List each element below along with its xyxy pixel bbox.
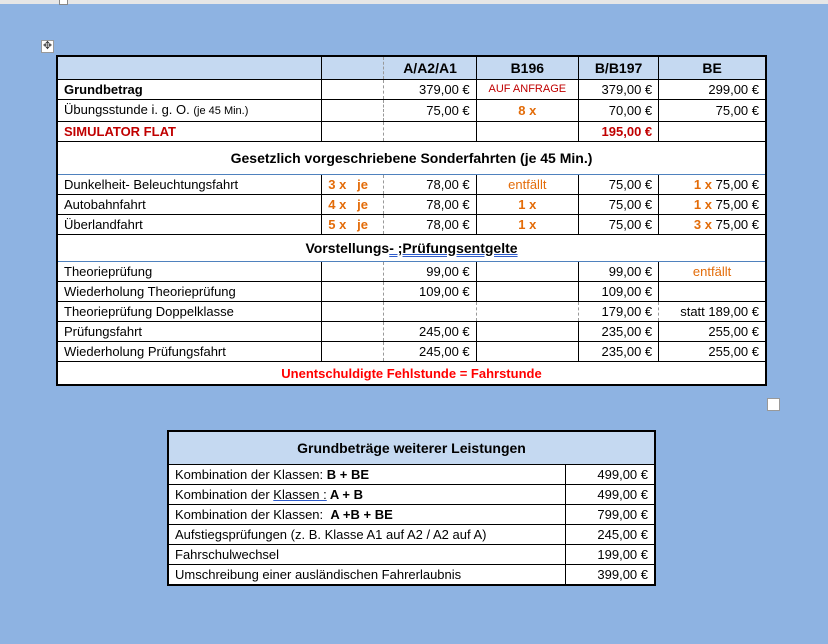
price-a: 109,00 € — [384, 282, 476, 302]
be-count: 3 x — [693, 217, 712, 232]
header-a: A/A2/A1 — [384, 56, 476, 80]
table-row — [57, 262, 766, 282]
price-a: 99,00 € — [384, 262, 476, 282]
price-be — [659, 282, 766, 302]
empty-cell — [322, 122, 384, 142]
table-resize-handle[interactable] — [767, 398, 780, 411]
table-row — [168, 485, 655, 505]
row-label: Theorieprüfung Doppelklasse — [57, 302, 322, 322]
row-label: Theorieprüfung — [57, 262, 322, 282]
row-label: Prüfungsfahrt — [57, 322, 322, 342]
price-b: 195,00 € — [578, 122, 658, 142]
price-b196 — [476, 262, 578, 282]
be-price: 75,00 € — [715, 177, 759, 192]
price-b196 — [476, 122, 578, 142]
price-b: 379,00 € — [578, 80, 658, 100]
service-price: 399,00 € — [566, 565, 655, 586]
price-be: 299,00 € — [659, 80, 766, 100]
table-row — [57, 195, 766, 215]
price-be: entfällt — [659, 262, 766, 282]
table-row — [168, 505, 655, 525]
ruler-bar — [0, 0, 828, 4]
price-b: 75,00 € — [578, 215, 658, 235]
price-b196: 1 x — [476, 195, 578, 215]
price-a — [384, 122, 476, 142]
header-row — [168, 431, 655, 465]
row-label: Grundbetrag — [57, 80, 322, 100]
header-row — [57, 56, 766, 80]
price-b196 — [476, 302, 578, 322]
header-be: BE — [659, 56, 766, 80]
price-table — [56, 55, 767, 386]
table-row — [57, 215, 766, 235]
row-label: Überlandfahrt — [57, 215, 322, 235]
table-row — [57, 122, 766, 142]
price-be — [659, 195, 766, 215]
price-b196: 1 x — [476, 215, 578, 235]
price-b: 235,00 € — [578, 342, 658, 362]
table-title: Grundbeträge weiterer Leistungen — [168, 431, 655, 465]
empty-cell — [322, 100, 384, 122]
additional-services-table — [167, 430, 656, 586]
section-heading — [57, 235, 766, 262]
service-text: Kombination der Klassen: — [175, 507, 331, 522]
price-b196 — [476, 342, 578, 362]
price-b: 70,00 € — [578, 100, 658, 122]
price-be — [659, 175, 766, 195]
count-cell: 5 x je — [322, 215, 384, 235]
price-b196 — [476, 322, 578, 342]
price-a: 78,00 € — [384, 175, 476, 195]
price-be: 255,00 € — [659, 322, 766, 342]
row-label: Dunkelheit- Beleuchtungsfahrt — [57, 175, 322, 195]
section-heading-row — [57, 235, 766, 262]
footer-note: Unentschuldigte Fehlstunde = Fahrstunde — [57, 362, 766, 386]
service-text: Kombination der Klassen: — [175, 467, 327, 482]
margin-marker[interactable] — [59, 0, 68, 5]
empty-cell — [322, 302, 384, 322]
empty-cell — [322, 262, 384, 282]
be-price: 75,00 € — [715, 197, 759, 212]
service-label — [168, 465, 566, 485]
table-row — [57, 100, 766, 122]
table-row — [57, 322, 766, 342]
header-count — [322, 56, 384, 80]
price-be: 255,00 € — [659, 342, 766, 362]
price-a: 78,00 € — [384, 195, 476, 215]
header-label — [57, 56, 322, 80]
empty-cell — [322, 342, 384, 362]
service-label: Aufstiegsprüfungen (z. B. Klasse A1 auf A2 / A2 auf A) — [168, 525, 566, 545]
table-row — [168, 545, 655, 565]
price-b196: 8 x — [476, 100, 578, 122]
price-a: 75,00 € — [384, 100, 476, 122]
count-cell: 3 x je — [322, 175, 384, 195]
row-label-note: (je 45 Min.) — [193, 105, 249, 117]
be-count: 1 x — [693, 177, 712, 192]
price-be — [659, 215, 766, 235]
header-b: B/B197 — [578, 56, 658, 80]
table-row — [57, 80, 766, 100]
price-b: 75,00 € — [578, 195, 658, 215]
service-label: Umschreibung einer ausländischen Fahrerlaubnis — [168, 565, 566, 586]
service-price: 499,00 € — [566, 465, 655, 485]
table-row — [168, 525, 655, 545]
footer-row — [57, 362, 766, 386]
empty-cell — [322, 282, 384, 302]
row-label — [57, 100, 322, 122]
service-label — [168, 485, 566, 505]
price-a: 245,00 € — [384, 342, 476, 362]
price-b: 99,00 € — [578, 262, 658, 282]
header-b196: B196 — [476, 56, 578, 80]
table-move-handle-icon[interactable]: ✥ — [42, 40, 53, 52]
price-be: statt 189,00 € — [659, 302, 766, 322]
price-b: 109,00 € — [578, 282, 658, 302]
be-count: 1 x — [693, 197, 712, 212]
price-a — [384, 302, 476, 322]
table-row — [168, 465, 655, 485]
price-b: 179,00 € — [578, 302, 658, 322]
service-classes: A +B + BE — [330, 507, 393, 522]
table-row — [57, 282, 766, 302]
count-cell: 4 x je — [322, 195, 384, 215]
section-heading-row — [57, 142, 766, 175]
service-text: Kombination der — [175, 487, 274, 502]
price-b196: entfällt — [476, 175, 578, 195]
table-row — [168, 565, 655, 586]
price-b: 75,00 € — [578, 175, 658, 195]
table-row — [57, 175, 766, 195]
table-row — [57, 302, 766, 322]
price-a: 379,00 € — [384, 80, 476, 100]
price-be — [659, 122, 766, 142]
service-price: 499,00 € — [566, 485, 655, 505]
be-price: 75,00 € — [715, 217, 759, 232]
section-heading-part1: Vorstellungs — [305, 239, 390, 256]
price-b196 — [476, 282, 578, 302]
service-label: Fahrschulwechsel — [168, 545, 566, 565]
service-text-underlined: Klassen : — [273, 487, 327, 502]
service-classes: B + BE — [326, 467, 370, 482]
row-label-text: Übungsstunde i. g. O. — [64, 102, 190, 117]
service-label — [168, 505, 566, 525]
section-heading: Gesetzlich vorgeschriebene Sonderfahrten (je 45 Min.) — [57, 142, 766, 175]
row-label: Autobahnfahrt — [57, 195, 322, 215]
service-price: 245,00 € — [566, 525, 655, 545]
row-label: Wiederholung Prüfungsfahrt — [57, 342, 322, 362]
service-price: 799,00 € — [566, 505, 655, 525]
row-label: Wiederholung Theorieprüfung — [57, 282, 322, 302]
price-b: 235,00 € — [578, 322, 658, 342]
table-row — [57, 342, 766, 362]
empty-cell — [322, 322, 384, 342]
service-price: 199,00 € — [566, 545, 655, 565]
service-classes: A + B — [326, 487, 364, 502]
price-a: 245,00 € — [384, 322, 476, 342]
row-label: SIMULATOR FLAT — [57, 122, 322, 142]
empty-cell — [322, 80, 384, 100]
price-be: 75,00 € — [659, 100, 766, 122]
price-a: 78,00 € — [384, 215, 476, 235]
price-b196: AUF ANFRAGE — [476, 80, 578, 100]
section-heading-part2: - ;Prüfungsentgelte — [389, 239, 518, 256]
